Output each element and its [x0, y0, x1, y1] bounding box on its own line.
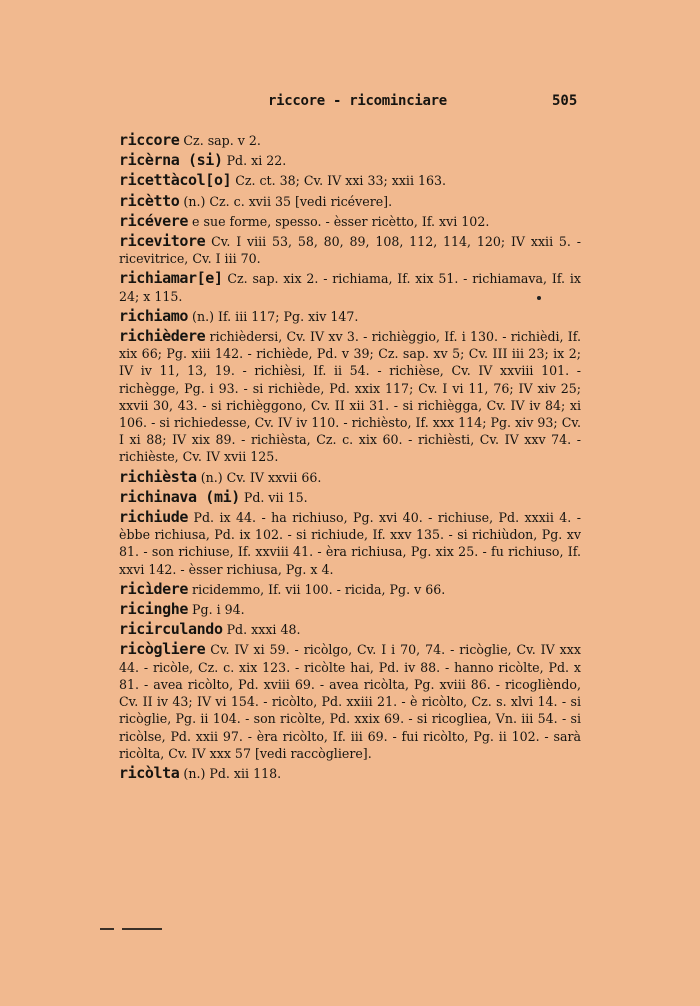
entry [119, 172, 581, 189]
running-head: riccore - ricominciare [268, 93, 447, 109]
entry [119, 640, 586, 761]
entry [119, 132, 581, 149]
scan-artifact [100, 924, 164, 934]
entry-headword: richiamo [119, 306, 189, 325]
entry [119, 152, 581, 169]
entry-headword: ricògliere [119, 640, 206, 659]
entry-headword: ricevitore [119, 232, 206, 251]
entry-text: (n.) Cz. c. xvii 35 [vedi ricévere]. [179, 193, 393, 209]
entry [119, 601, 581, 618]
entry [119, 327, 586, 466]
entry-headword: ricìdere [119, 579, 189, 598]
entry [119, 508, 586, 578]
entry-text: (n.) Pd. xii 118. [179, 765, 282, 781]
entry [119, 193, 581, 210]
entry-headword: richièsta [119, 467, 197, 486]
entry [119, 469, 581, 486]
entry [119, 765, 581, 782]
entry-headword: riccore [119, 131, 180, 149]
entry [119, 489, 581, 506]
entry-headword: richiude [119, 508, 189, 527]
entry-headword: richiamar[e] [119, 269, 223, 288]
dictionary-entries [119, 131, 586, 785]
entry-text: Pd. ix 44. - ha richiuso, Pg. xvi 40. - richiuse, Pd. xxxii 4. - èbbe richiusa, Pd. ix 102. - si richiude, If. xxv 135. - si richiùdon, Pg. xv 81. - son richiuse, If. xxviii 41. - èra richiusa, Pg. xix 25. - fu richiuso, If. xxvi 142. - èsser richiusa, Pg. x 4. [119, 510, 586, 577]
stray-dot [537, 296, 541, 300]
entry-text: Cv. IV xi 59. - ricòlgo, Cv. I i 70, 74. - ricòglie, Cv. IV xxx 44. - ricòle, Cz. c. xix 123. - ricòlte hai, Pd. iv 88. - hanno ricòlte, Pd. x 81. - avea ricòlto, Pd. xviii 69. - avea ricòlta, Pg. xviii 86. - ricoglièndo, Cv. II iv 43; IV vi 154. - ricòlto, Pd. xxiii 21. - è ricòlto, Cz. s. xlvi 14. - si ricòglie, Pg. ii 104. - son ricòlte, Pd. xxix 69. - si ricogliea, Vn. iii 54. - si ricòlse, Pd. xxii 97. - èra ricòlto, If. iii 69. - fui ricòlto, Pg. ii 102. - sarà ricòlta, Cv. IV xxx 57 [vedi raccògliere]. [119, 642, 586, 761]
entry-headword: ricinghe [119, 600, 189, 619]
entry-text: e sue forme, spesso. - èsser ricètto, If. xvi 102. [188, 213, 490, 229]
entry-headword: ricettàcol[o] [119, 171, 232, 190]
entry-text: (n.) If. iii 117; Pg. xiv 147. [188, 308, 359, 324]
entry-headword: ricirculando [119, 620, 223, 639]
entry [119, 232, 586, 267]
entry-headword: ricòlta [119, 763, 180, 782]
entry-text: ricidemmo, If. vii 100. - ricida, Pg. v 66. [188, 581, 446, 597]
entry-headword: ricévere [119, 211, 189, 230]
entry-text: Pd. xi 22. [222, 153, 287, 169]
entry-headword: ricèrna (si) [119, 151, 223, 170]
page-header [0, 93, 700, 115]
entry [119, 269, 586, 304]
entry [119, 308, 581, 325]
entry-text: Cz. sap. v 2. [179, 133, 261, 148]
entry-text: richièdersi, Cv. IV xv 3. - richièggio, If. i 130. - richièdi, If. xix 66; Pg. xiii 142. - richiède, Pd. v 39; Cz. sap. xv 5; Cv. III iii 23; ix 2; IV iv 11, 13, 19. - richièsi, If. ii 54. - richièse, Cv. IV xxviii 101. - richègge, Pg. i 93. - si richiède, Pd. xxix 117; Cv. I vi 11, 76; IV xiv 25; xxvii 30, 43. - si richièggono, Cv. II xii 31. - si richiègga, Cv. IV iv 84; xi 106. - si richiedesse, Cv. IV iv 110. - richièsto, If. xxx 114; Pg. xiv 93; Cv. I xi 88; IV xix 89. - richièsta, Cz. c. xix 60. - richièsti, Cv. IV xxv 74. - richièste, Cv. IV xvii 125. [119, 329, 586, 465]
entry-text: Pd. xxxi 48. [222, 622, 301, 638]
entry-text: (n.) Cv. IV xxvii 66. [196, 469, 322, 485]
entry-text: Pd. vii 15. [239, 489, 308, 505]
entry-headword: ricètto [119, 191, 180, 210]
entry-headword: richinava (mi) [119, 487, 240, 506]
entry-text: Cz. sap. xix 2. - richiama, If. xix 51. - richiamava, If. ix 24; x 115. [119, 271, 586, 304]
entry [119, 213, 581, 230]
entry-text: Pg. i 94. [188, 602, 245, 618]
page-number: 505 [552, 93, 578, 109]
entry [119, 581, 581, 598]
entry-headword: richièdere [119, 327, 206, 346]
entry [119, 621, 581, 638]
entry-text: Cz. ct. 38; Cv. IV xxi 33; xxii 163. [231, 173, 447, 189]
entry-text: Cv. I viii 53, 58, 80, 89, 108, 112, 114, 120; IV xxii 5. - ricevitrice, Cv. I iii 70. [119, 234, 586, 267]
